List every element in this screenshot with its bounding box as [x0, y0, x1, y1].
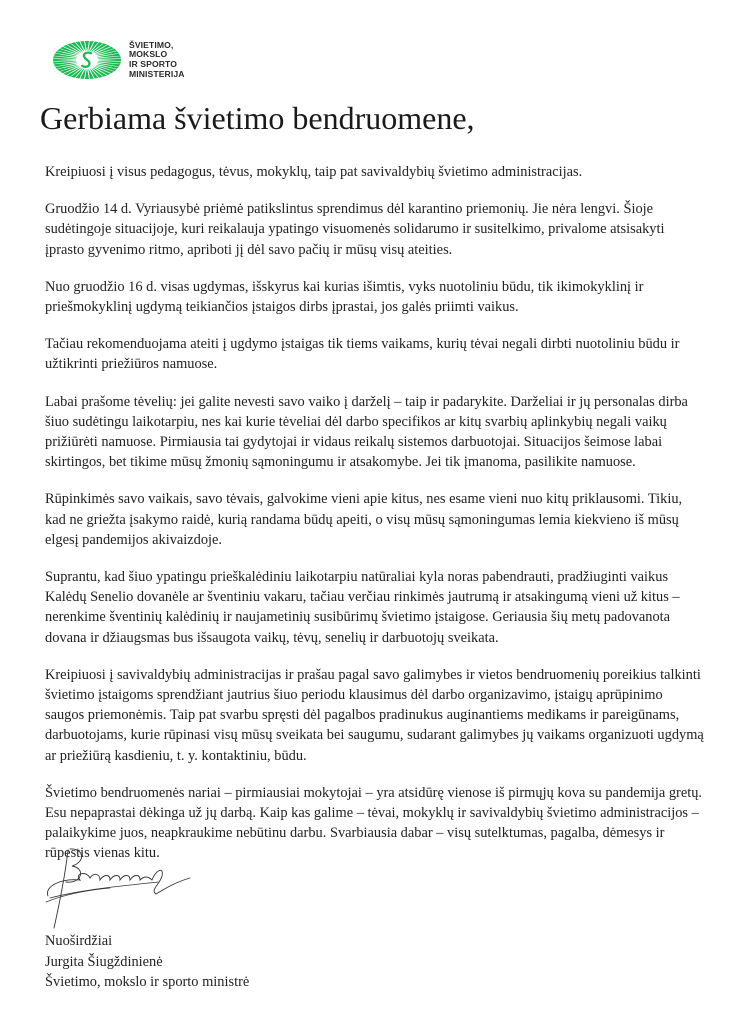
letter-body: [45, 162, 705, 881]
emblem-ray: [85, 41, 89, 51]
letter-paragraph: Labai prašome tėvelių: jei galite nevesti savo vaiko į darželį – taip ir padarykite. Darželiai ir jų personalas dirba šiuo sudėtingu laikotarpiu, nes kai kurie tėveliai dėl darbo specifikos ar kitų svarbių aplinkybių negali vaikų prižiūrėti namuose. Pirmiausia tai gydytojai ir vidaus reikalų sistemos darbuotojai. Situacijos šeimose labai skirtingos, bet tikime mūsų žmonių sąmoningumu ir atsakomybe. Jei tik įmanoma, pasilikite namuose.: [45, 393, 688, 471]
letter-paragraph: Švietimo bendruomenės nariai – pirmiausiai mokytojai – yra atsidūrę vienose iš pirmųjų kova su pandemija gretų. Esu nepaprastai dėkinga už jų darbą. Kaip kas galime – tėvai, mokyklų ir savivaldybių švietimo administracijos – palaikykime juos, neapkraukime nebūtinu darbu. Svarbiausia dabar – visų sutelktumas, pagalba, dėmesys ir rūpestis vienas kitu.: [45, 784, 703, 862]
ministry-emblem-icon: [51, 40, 123, 80]
letter-paragraph: Kreipiuosi į savivaldybių administracijas ir prašau pagal savo galimybes ir vietos bendruomenių poreikius talkinti švietimo įstaigoms sprendžiant jautrius šiuo periodu klausimus dėl darbo organizavimo, įstaigų aprūpinimo saugos priemonėmis. Taip pat svarbu spręsti dėl pagalbos pradinukus auginantiems medikams ir pareigūnams, darbuotojams, kurie rūpinasi visų mūsų sveikata bei saugumu, sudarant galimybes jų vaikams organizuoti ugdymą ar priežiūrą kasdieniu, t. y. kontaktiniu, būdu.: [45, 666, 704, 764]
ministry-name-line: MINISTERIJA: [129, 68, 185, 79]
letter-title: Gerbiama švietimo bendruomene,: [40, 100, 475, 136]
emblem-ray: [53, 59, 76, 61]
ministry-name-line: ŠVIETIMO,: [129, 39, 174, 50]
signatory-name: Jurgita Šiugždinienė: [45, 953, 163, 970]
handwritten-signature: [40, 844, 200, 936]
letter-paragraph: Tačiau rekomenduojama ateiti į ugdymo įstaigas tik tiems vaikams, kurių tėvai negali dirbti nuotoliniu būdu ir užtikrinti priežiūros namuose.: [45, 336, 680, 373]
ministry-name-line: MOKSLO: [129, 49, 168, 60]
ministry-name: [129, 41, 185, 79]
signatory-position: Švietimo, mokslo ir sporto ministrė: [45, 974, 250, 991]
closing-salutation: Nuoširdžiai: [45, 933, 113, 949]
letter-closing: [45, 931, 249, 993]
letter-paragraph: Kreipiuosi į visus pedagogus, tėvus, mokyklų, taip pat savivaldybių švietimo administracijas.: [45, 164, 583, 180]
letter-paragraph: Rūpinkimės savo vaikais, savo tėvais, galvokime vieni apie kitus, nes esame vieni nuo kitų priklausomi. Tikiu, kad ne griežta įsakymo raidė, kurią randama būdų apeiti, o visų mūsų sąmoningumas lemia kiekvieno iš mūsų elgesį pandemijos akivaizdoje.: [45, 491, 683, 548]
letter-paragraph: Suprantu, kad šiuo ypatingu prieškalėdiniu laikotarpiu natūraliai kyla noras pabendrauti, pradžiuginti vaikus Kalėdų Senelio dovanėle ar šventiniu vakaru, tačiau verčiau rinkimės jautrumą ir atsakingumą vieni už kitus – nerenkime šventinių kalėdinių ir naujametinių susibūrimų švietimo įstaigose. Geriausia šių metų padovanota dovana ir džiaugsmas bus išsaugota vaikų, tėvų, senelių ir darbuotojų sveikata.: [45, 569, 680, 646]
emblem-ray: [85, 69, 89, 79]
ministry-logo: [51, 40, 185, 80]
letter-paragraph: Gruodžio 14 d. Vyriausybė priėmė patikslintus sprendimus dėl karantino priemonių. Jie nėra lengvi. Šioje sudėtingoje situacijoje, kuri reikalauja ypatingo visuomenės solidarumo ir susitelkimo, privalome atsisakyti įprasto gyvenimo ritmo, apriboti jį dėl savo pačių ir mūsų visų ateities.: [45, 201, 665, 258]
emblem-ray: [98, 59, 121, 61]
ministry-name-line: IR SPORTO: [129, 59, 178, 69]
letter-paragraph: Nuo gruodžio 16 d. visas ugdymas, išskyrus kai kurias išimtis, vyks nuotoliniu būdu, tik ikimokyklinį ir priešmokyklinį ugdymą teikiančios įstaigos dirbs įprastai, jos galės priimti vaikus.: [45, 278, 644, 316]
